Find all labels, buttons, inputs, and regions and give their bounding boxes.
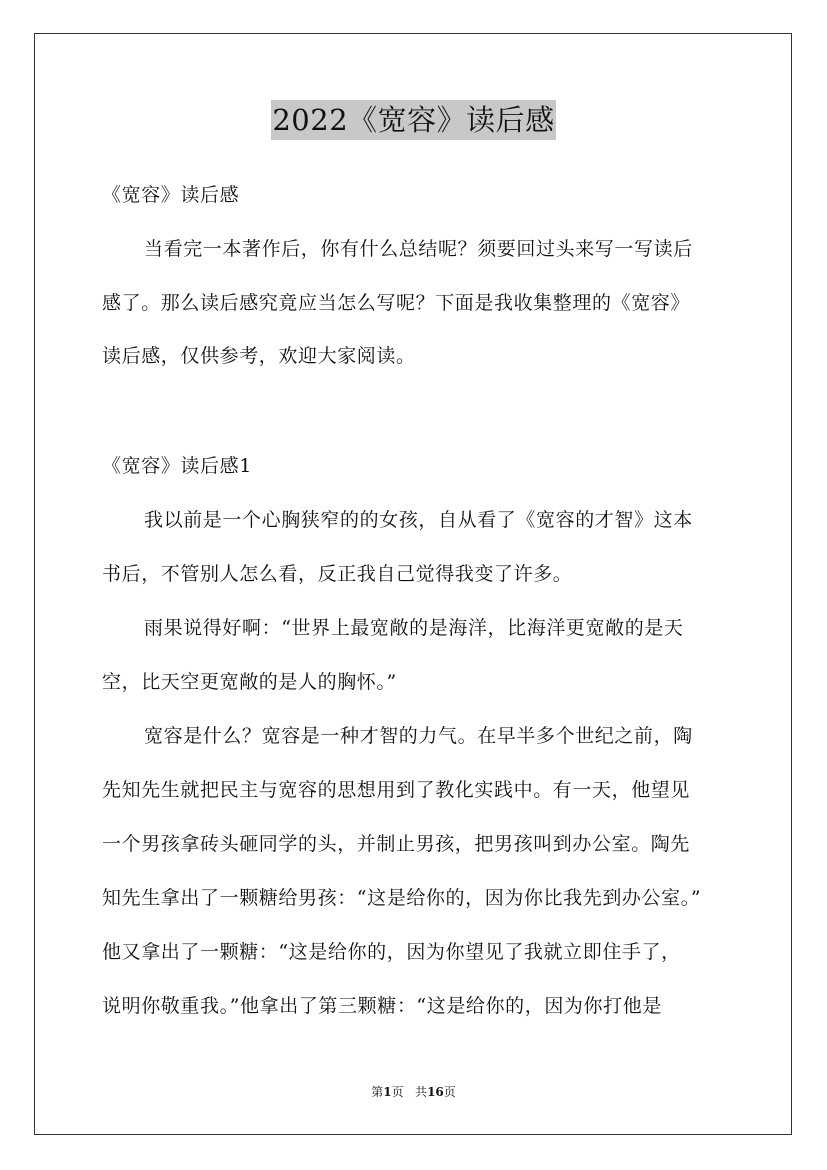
body-line-1: 我以前是一个心胸狭窄的的女孩，自从看了《宽容的才智》这本 (144, 509, 693, 531)
body-line-9: 他又拿出了一颗糖：“这是给你的，因为你望见了我就立即住手了， (102, 941, 681, 963)
footer-page-suffix: 页 (391, 1085, 404, 1099)
document-title-wrapper (0, 100, 827, 140)
footer-page-number: 1 (383, 1085, 392, 1099)
body-line-4: 空，比天空更宽敞的是人的胸怀。” (102, 671, 397, 693)
body-line-10: 说明你敬重我。”他拿出了第三颗糖：“这是给你的，因为你打他是 (102, 995, 662, 1017)
body-line-6: 先知先生就把民主与宽容的思想用到了教化实践中。有一天，他望见 (102, 779, 691, 801)
intro-line-1: 当看完一本著作后，你有什么总结呢？须要回过头来写一写读后 (144, 238, 693, 260)
document-title: 2022《宽容》读后感 (271, 100, 555, 140)
page-footer (0, 1084, 827, 1100)
body-line-2: 书后，不管别人怎么看，反正我自己觉得我变了许多。 (102, 563, 573, 585)
footer-total-suffix: 页 (443, 1085, 456, 1099)
body-line-5: 宽容是什么？宽容是一种才智的力气。在早半多个世纪之前，陶 (144, 725, 693, 747)
body-line-7: 一个男孩拿砖头砸同学的头，并制止男孩，把男孩叫到办公室。陶先 (102, 833, 691, 855)
section-heading: 《宽容》读后感1 (102, 455, 252, 477)
body-line-8: 知先生拿出了一颗糖给男孩：“这是给你的，因为你比我先到办公室。” (102, 887, 702, 909)
footer-prefix: 第 (371, 1085, 384, 1099)
document-heading: 《宽容》读后感 (102, 184, 240, 206)
footer-total-prefix: 共 (415, 1085, 428, 1099)
body-line-3: 雨果说得好啊：“世界上最宽敞的是海洋，比海洋更宽敞的是天 (144, 617, 684, 639)
footer-total-pages: 16 (427, 1085, 444, 1099)
intro-line-2: 感了。那么读后感究竟应当怎么写呢？下面是我收集整理的《宽容》 (102, 292, 691, 314)
intro-line-3: 读后感，仅供参考，欢迎大家阅读。 (102, 345, 416, 367)
